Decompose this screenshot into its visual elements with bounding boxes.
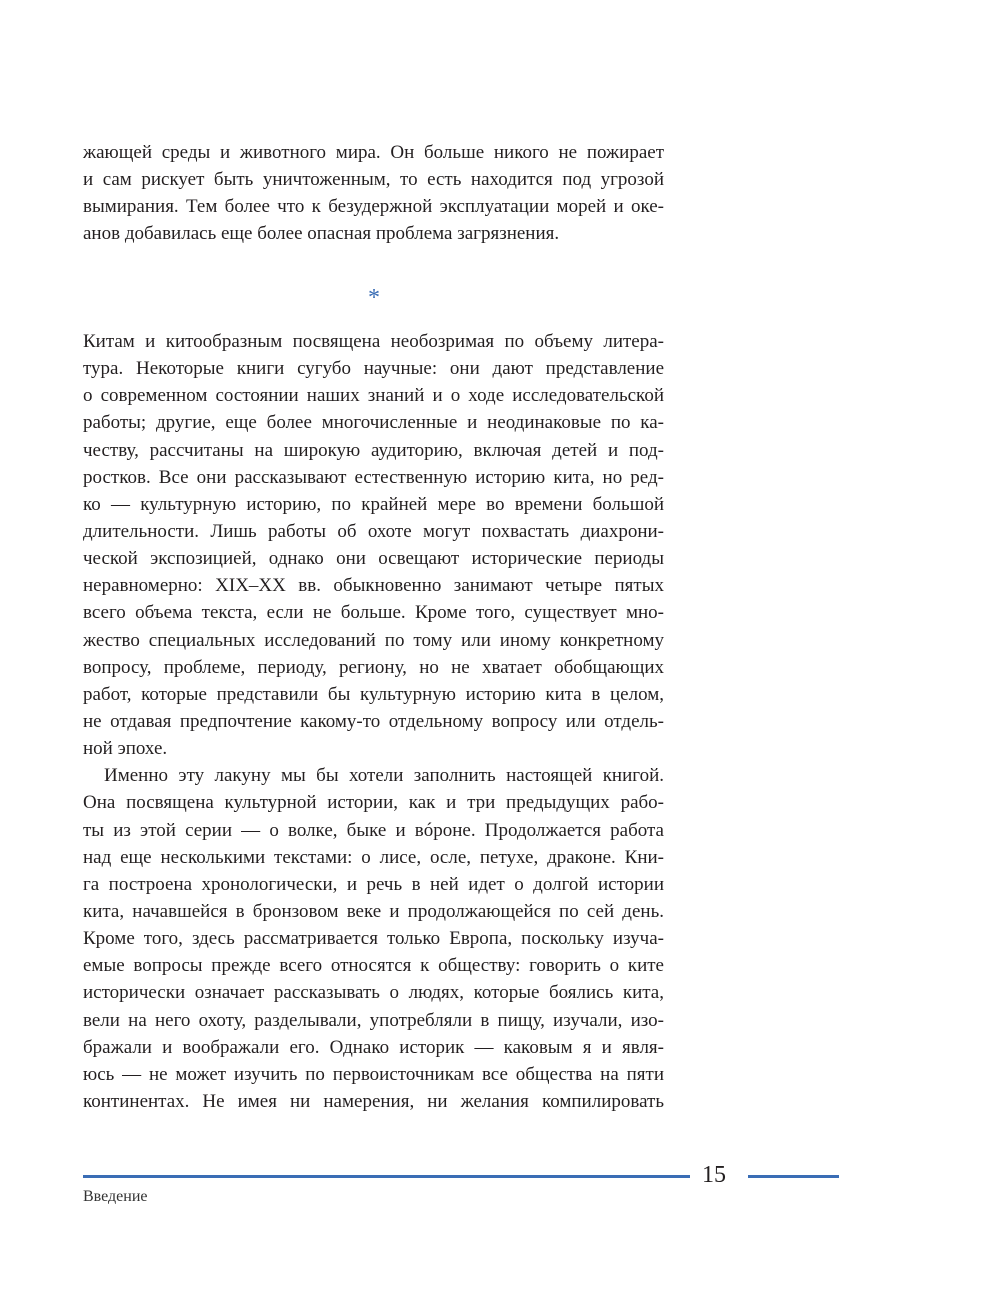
text-line: всего объема текста, если не больше. Кроме того, существует мно-: [83, 602, 664, 624]
text-line: бражали и воображали его. Однако историк — каковым я и явля-: [83, 1036, 664, 1058]
text-line: юсь — не может изучить по первоисточникам все общества на пяти: [83, 1063, 664, 1085]
paragraph-2: [83, 328, 664, 1115]
text-line: емые вопросы прежде всего относятся к обществу: говорить о ките: [83, 955, 664, 977]
text-line: вели на него охоту, разделывали, употребляли в пищу, изучали, изо-: [83, 1009, 664, 1031]
text-line: Она посвящена культурной истории, как и три предыдущих рабо-: [83, 792, 664, 814]
text-line: жающей среды и животного мира. Он больше никого не пожирает: [83, 142, 664, 163]
footer-rule-left: [83, 1175, 690, 1178]
text-line: вопросу, проблеме, периоду, региону, но не хватает обобщающих: [83, 656, 664, 678]
text-line: ко — культурную историю, по крайней мере во времени большой: [83, 493, 664, 515]
text-line: работ, которые представили бы культурную историю кита в целом,: [83, 683, 664, 705]
page-number: 15: [702, 1162, 726, 1188]
text-line: и сам рискует быть уничтоженным, то есть находится под угрозой: [83, 169, 664, 191]
text-line: континентах. Не имея ни намерения, ни желания компилировать: [83, 1090, 664, 1112]
text-line: ной эпохе.: [83, 738, 168, 760]
text-line: ческой экспозицией, однако они освещают исторические периоды: [83, 548, 664, 570]
text-line: тура. Некоторые книги сугубо научные: они дают представление: [83, 358, 664, 380]
text-line: исторически означает рассказывать о людях, которые боялись кита,: [83, 982, 664, 1004]
text-line: работы; другие, еще более многочисленные и неодинаковые по ка-: [83, 412, 664, 434]
paragraph-1: [83, 139, 664, 248]
section-separator: *: [368, 285, 380, 311]
text-line: анов добавилась еще более опасная проблема загрязнения.: [83, 223, 560, 245]
text-line: жество специальных исследований по тому или иному конкретному: [83, 629, 664, 651]
text-line: вымирания. Тем более что к безудержной эксплуатации морей и оке-: [83, 196, 664, 218]
footer-rule-right: [748, 1175, 839, 1178]
text-line: неравномерно: XIX–XX вв. обыкновенно занимают четыре пятых: [83, 575, 664, 597]
text-line: над еще несколькими текстами: о лисе, осле, петухе, драконе. Кни-: [83, 846, 664, 868]
text-line: честву, рассчитаны на широкую аудиторию, включая детей и под-: [83, 439, 664, 461]
text-line: ростков. Все они рассказывают естественную историю кита, но ред-: [83, 466, 664, 488]
text-line: га построена хронологически, и речь в ней идет о долгой истории: [83, 873, 664, 895]
text-line: ты из этой серии — о волке, быке и вóроне. Продолжается работа: [83, 819, 664, 841]
text-line: Кроме того, здесь рассматривается только Европа, поскольку изуча-: [83, 928, 664, 950]
text-line: длительности. Лишь работы об охоте могут похвастать диахрони-: [83, 520, 664, 542]
text-line: Именно эту лакуну мы бы хотели заполнить настоящей книгой.: [104, 765, 664, 787]
text-line: о современном состоянии наших знаний и о ходе исследовательской: [83, 385, 664, 407]
running-head: Введение: [83, 1188, 148, 1205]
text-line: Китам и китообразным посвящена необозримая по объему литера-: [83, 331, 664, 352]
text-line: кита, начавшейся в бронзовом веке и продолжающейся по сей день.: [83, 900, 664, 922]
text-line: не отдавая предпочтение какому-то отдельному вопросу или отдель-: [83, 710, 664, 732]
